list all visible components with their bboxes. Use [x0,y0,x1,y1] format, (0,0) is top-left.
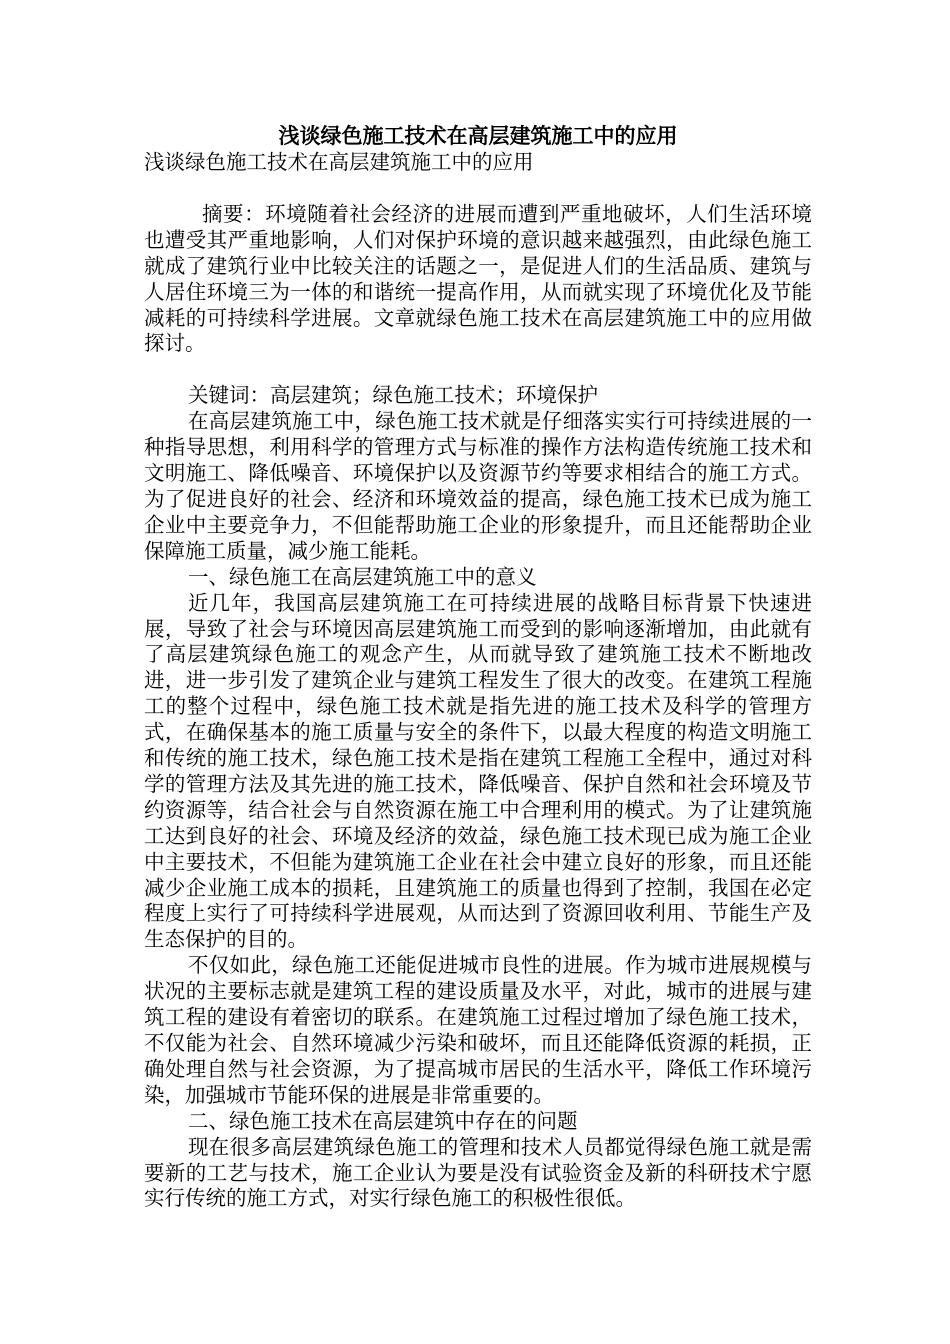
section-1-paragraph-1: 近几年，我国高层建筑施工在可持续进展的战略目标背景下快速进展，导致了社会与环境因高层建筑施工而受到的影响逐渐增加，由此就有了高层建筑绿色施工的观念产生，从而就导致了建筑施工技术不断地改进，进一步引发了建筑企业与建筑工程发生了很大的改变。在建筑工程施工的整个过程中，绿色施工技术就是指先进的施工技术及科学的管理方式，在确保基本的施工质量与安全的条件下，以最大程度的构造文明施工和传统的施工技术，绿色施工技术是指在建筑工程施工全程中，通过对科学的管理方法及其先进的施工技术，降低噪音、保护自然和社会环境及节约资源等，结合社会与自然资源在施工中合理利用的模式。为了让建筑施工达到良好的社会、环境及经济的效益，绿色施工技术现已成为施工企业中主要技术，不但能为建筑施工企业在社会中建立良好的形象，而且还能减少企业施工成本的损耗，且建筑施工的质量也得到了控制，我国在必定程度上实行了可持续科学进展观，从而达到了资源回收利用、节能生产及生态保护的目的。 [144,590,812,952]
section-1-paragraph-2: 不仅如此，绿色施工还能促进城市良性的进展。作为城市进展规模与状况的主要标志就是建筑工程的建设质量及水平，对此，城市的进展与建筑工程的建设有着密切的联系。在建筑施工过程过增加了绿色施工技术，不仅能为社会、自然环境减少污染和破坏，而且还能降低资源的耗损，正确处理自然与社会资源，为了提高城市居民的生活水平，降低工作环境污染，加强城市节能环保的进展是非常重要的。 [144,953,812,1107]
document-subtitle: 浅谈绿色施工技术在高层建筑施工中的应用 [144,150,534,174]
section-2-paragraph-1: 现在很多高层建筑绿色施工的管理和技术人员都觉得绿色施工就是需要新的工艺与技术，施工企业认为要是没有试验资金及新的科研技术宁愿实行传统的施工方式，对实行绿色施工的积极性很低。 [144,1134,812,1211]
intro-paragraph: 在高层建筑施工中，绿色施工技术就是仔细落实实行可持续进展的一种指导思想，利用科学的管理方式与标准的操作方法构造传统施工技术和文明施工、降低噪音、环境保护以及资源节约等要求相结合的施工方式。为了促进良好的社会、经济和环境效益的提高，绿色施工技术已成为施工企业中主要竞争力，不但能帮助施工企业的形象提升，而且还能帮助企业保障施工质量，减少施工能耗。 [144,409,812,563]
abstract-paragraph: 摘要：环境随着社会经济的进展而遭到严重地破坏，人们生活环境也遭受其严重地影响，人们对保护环境的意识越来越强烈，由此绿色施工就成了建筑行业中比较关注的话题之一，是促进人们的生活品质、建筑与人居住环境三为一体的和谐统一提高作用，从而就实现了环境优化及节能减耗的可持续科学进展。文章就绿色施工技术在高层建筑施工中的应用做探讨。 [144,201,812,356]
document-body [144,122,812,1212]
keywords-line: 关键词：高层建筑；绿色施工技术；环境保护 [188,383,598,408]
section-1-heading: 一、绿色施工在高层建筑施工中的意义 [188,564,537,589]
document-title: 浅谈绿色施工技术在高层建筑施工中的应用 [278,124,678,148]
section-2-heading: 二、绿色施工技术在高层建筑中存在的问题 [188,1108,578,1133]
